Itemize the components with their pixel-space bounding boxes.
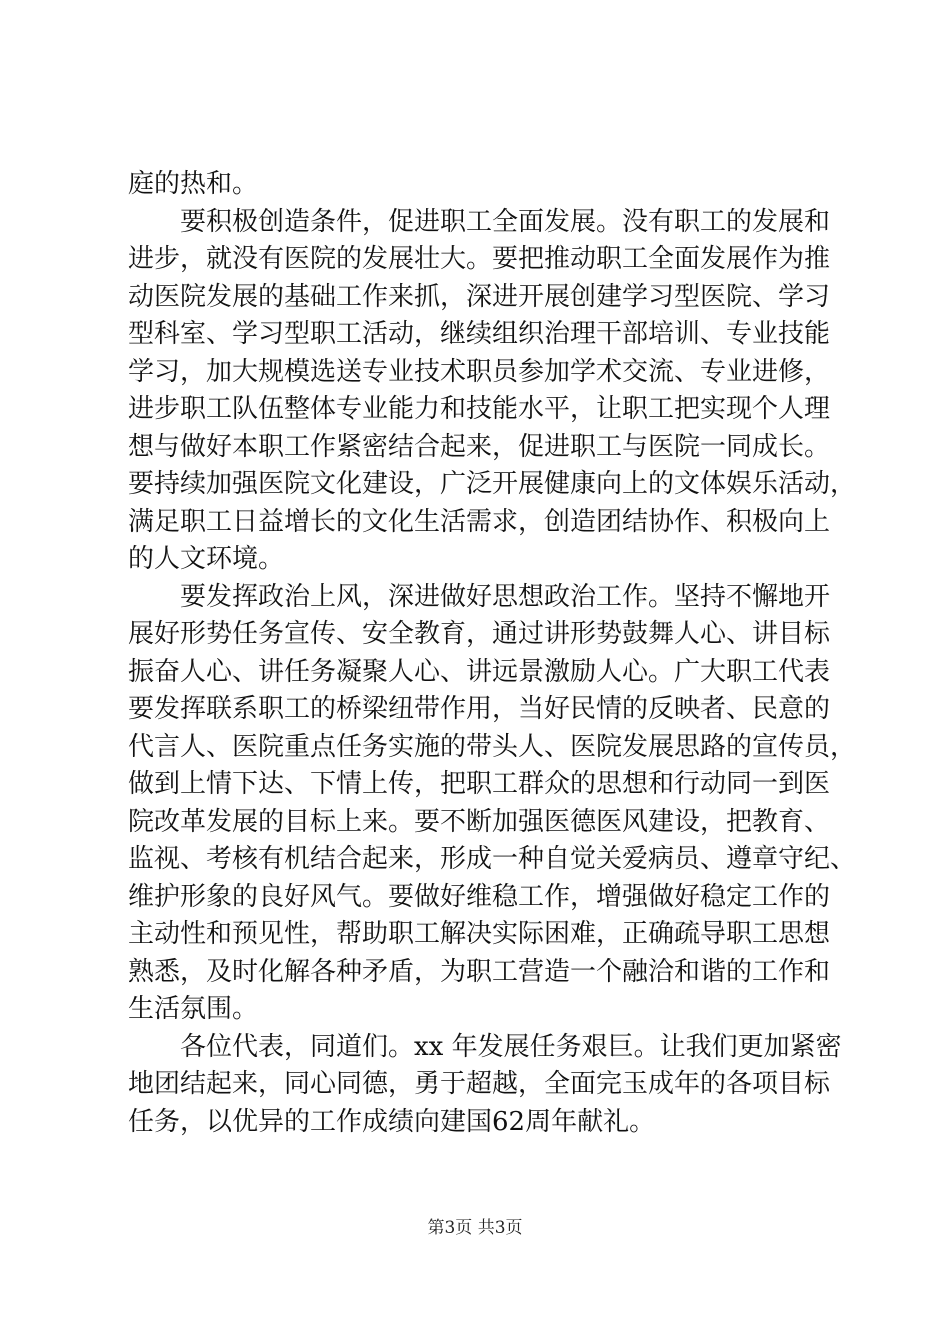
text-line: 院改革发展的目标上来。要不断加强医德医风建设，把教育、 [128,806,831,837]
text-line: 庭的热和。 [128,169,259,199]
text-line: 展好形势任务宣传、安全教育，通过讲形势鼓舞人心、讲目标 [128,619,831,649]
text-line: 满足职工日益增长的文化生活需求，创造团结协作、积极向上 [128,506,831,537]
text-line: 要发挥联系职工的桥梁纽带作用，当好民情的反映者、民意的 [128,694,831,724]
text-line: 主动性和预见性，帮助职工解决实际困难，正确疏导职工思想 [128,919,831,949]
text-line: 振奋人心、讲任务凝聚人心、讲远景激励人心。广大职工代表 [128,656,831,687]
text-line: 代言人、医院重点任务实施的带头人、医院发展思路的宣传员， [128,731,857,762]
text-line: 要持续加强医院文化建设，广泛开展健康向上的文体娱乐活动， [128,469,857,499]
text-line: 要发挥政治上风，深进做好思想政治工作。坚持不懈地开 [128,581,831,612]
text-line: 做到上情下达、下情上传，把职工群众的思想和行动同一到医 [128,769,831,799]
text-line: 动医院发展的基础工作来抓，深进开展创建学习型医院、学习 [128,281,831,312]
text-line: 要积极创造条件，促进职工全面发展。没有职工的发展和 [128,206,831,237]
text-line: 的人文环境。 [128,544,285,574]
text-line: 生活氛围。 [128,994,259,1024]
text-line: 学习，加大规模选送专业技术职员参加学术交流、专业进修， [128,356,831,387]
text-line: 维护形象的良好风气。要做好维稳工作，增强做好稳定工作的 [128,881,831,912]
text-line: 型科室、学习型职工活动，继续组织治理干部培训、专业技能 [128,319,831,349]
text-line: 各位代表，同道们。xx 年发展任务艰巨。让我们更加紧密 [128,1031,842,1062]
text-line: 进步，就没有医院的发展壮大。要把推动职工全面发展作为推 [128,244,831,274]
document-body [128,166,857,1141]
text-line: 熟悉，及时化解各种矛盾，为职工营造一个融洽和谐的工作和 [128,956,831,987]
page-footer: 第3页 共3页 [427,1218,523,1238]
text-line: 进步职工队伍整体专业能力和技能水平，让职工把实现个人理 [128,394,831,424]
text-line: 监视、考核有机结合起来，形成一种自觉关爱病员、遵章守纪、 [128,844,857,874]
text-line: 任务，以优异的工作成绩向建国62周年献礼。 [128,1106,656,1137]
text-line: 地团结起来，同心同德，勇于超越，全面完玉成年的各项目标 [128,1069,831,1099]
text-line: 想与做好本职工作紧密结合起来，促进职工与医院一同成长。 [128,431,831,462]
